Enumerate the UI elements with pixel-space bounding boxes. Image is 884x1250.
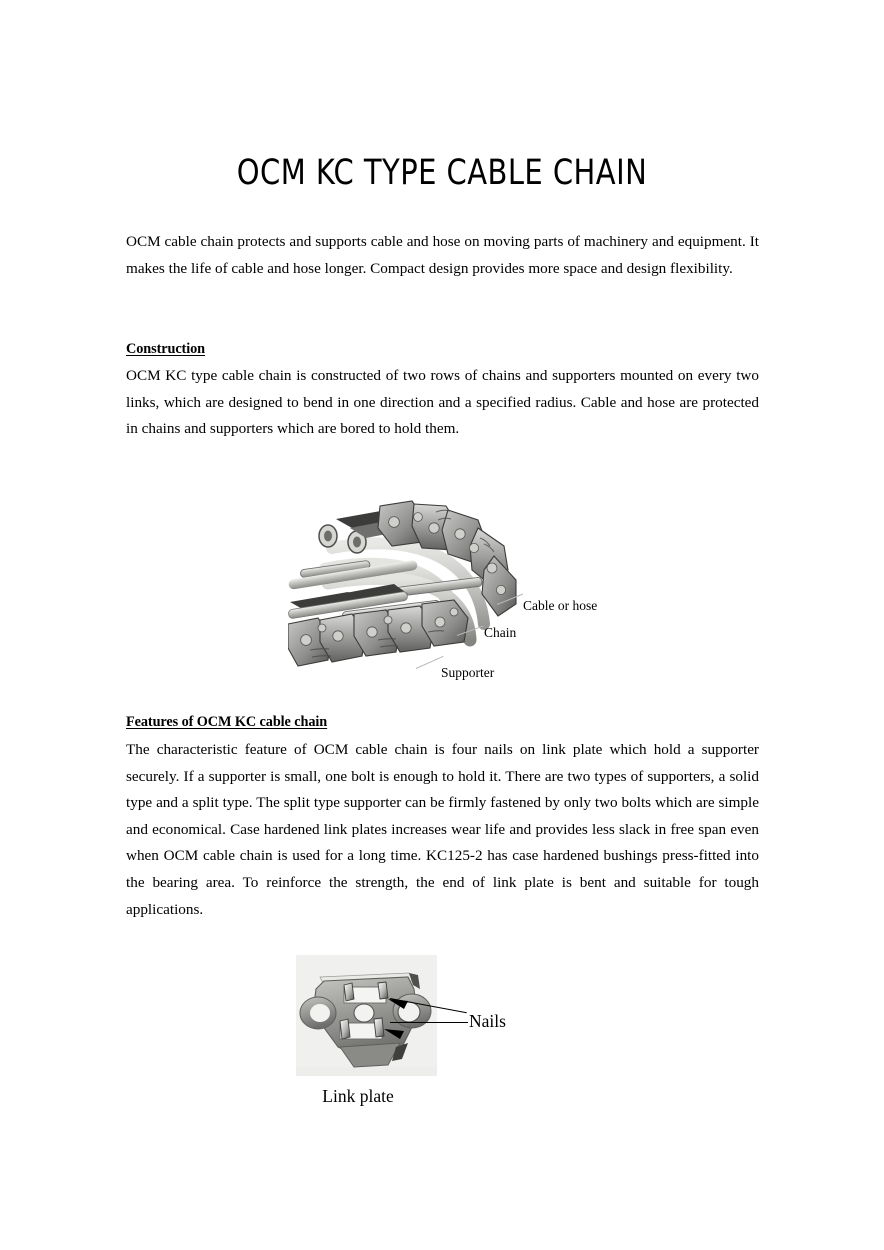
figure-label-chain: Chain <box>484 625 517 640</box>
intro-paragraph: OCM cable chain protects and supports cable and hose on moving parts of machinery and equipment. It makes the life of cable and hose longer. Compact design provides more space and design flexibility. <box>126 233 759 277</box>
link-plate-photo <box>296 955 437 1076</box>
features-paragraph-block <box>126 737 759 923</box>
figure-label-nails: Nails <box>469 1011 506 1031</box>
page-title: OCM KC TYPE CABLE CHAIN <box>236 153 648 193</box>
cable-chain-photo <box>288 484 531 679</box>
section-heading-construction-block <box>126 338 759 360</box>
features-paragraph: The characteristic feature of OCM cable chain is four nails on link plate which hold a supporter securely. If a supporter is small, one bolt is enough to hold it. There are two types of supporters, a solid type and a split type. The split type supporter can be firmly fastened by only two bolts which are simple and economical. Case hardened link plates increases wear life and provides less slack in free span even when OCM cable chain is used for a long time. KC125-2 has case hardened bushings press-fitted into the bearing area. To reinforce the strength, the end of link plate is bent and suitable for tough applications. <box>126 741 759 918</box>
figure-label-supporter: Supporter <box>441 665 495 680</box>
section-heading-features-block <box>126 711 759 733</box>
intro-paragraph-block <box>126 229 759 282</box>
leader-line-nails-bottom <box>390 1022 468 1023</box>
construction-paragraph: OCM KC type cable chain is constructed of two rows of chains and supporters mounted on every two links, which are designed to bend in one direction and a specified radius. Cable and hose are protected in chains and supporters which are bored to hold them. <box>126 367 759 438</box>
construction-paragraph-block <box>126 363 759 443</box>
figure-caption-link-plate: Link plate <box>322 1086 394 1106</box>
section-heading-features: Features of OCM KC cable chain <box>126 713 328 730</box>
section-heading-construction: Construction <box>126 340 205 357</box>
figure-label-cable-or-hose: Cable or hose <box>523 598 598 613</box>
